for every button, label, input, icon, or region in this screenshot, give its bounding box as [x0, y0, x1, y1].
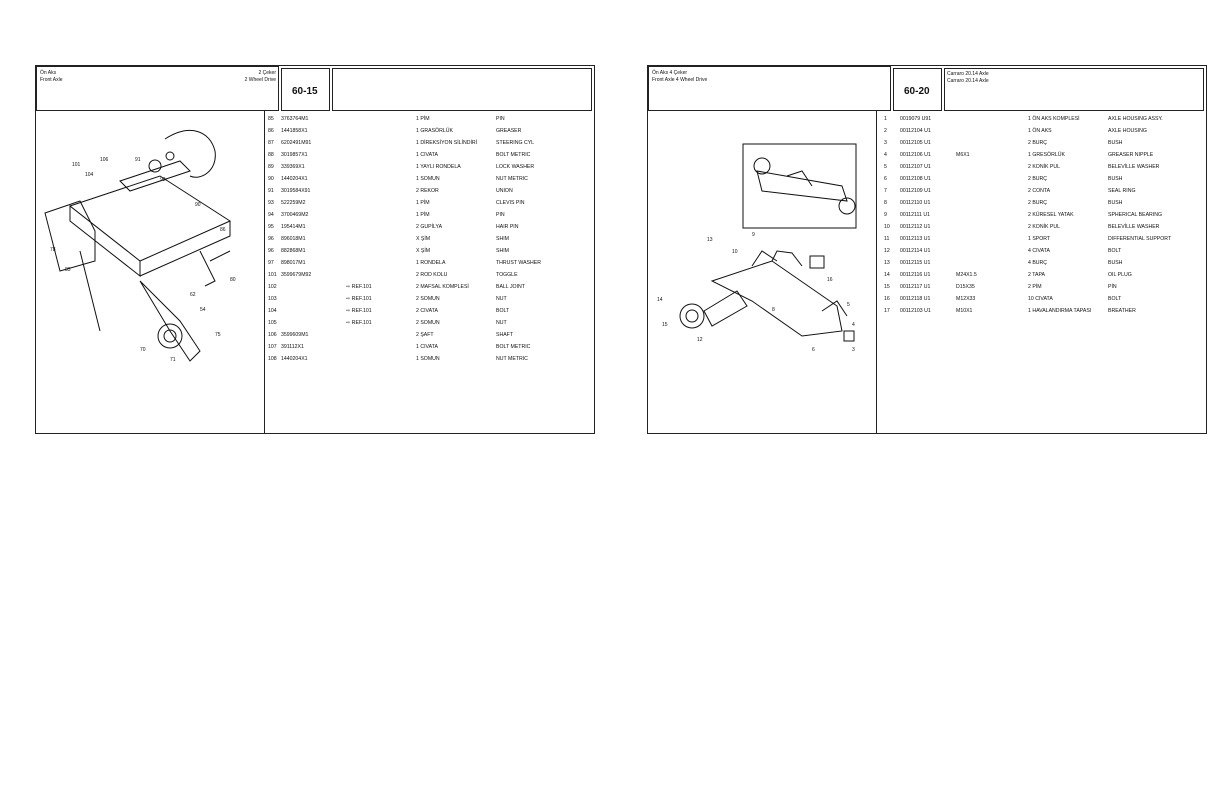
- table-row: 101 3599679M92 2 ROD KOLU TOGGLE: [268, 272, 518, 278]
- table-row: 3 00112105 U1 2 BURÇ BUSH: [884, 140, 1123, 146]
- column-divider: [876, 111, 877, 433]
- table-row: 16 00112118 U1 M12X33 10 CIVATA BOLT: [884, 296, 1122, 302]
- table-row: 86 1441858X1 1 GRASÖRLÜK GREASER: [268, 128, 522, 134]
- svg-text:104: 104: [85, 172, 94, 178]
- table-row: 8 00112110 U1 2 BURÇ BUSH: [884, 200, 1123, 206]
- page-code-box: [281, 68, 330, 111]
- page-code: 60-20: [904, 86, 930, 97]
- svg-text:91: 91: [135, 157, 141, 163]
- title-en: Front Axle: [40, 77, 63, 83]
- table-row: 87 6202491M91 1 DİREKSİYON SİLİNDİRİ STEERING CYL: [268, 140, 535, 146]
- drive-en: 2 Wheel Drive: [244, 77, 276, 83]
- table-row: 9 00112111 U1 2 KÜRESEL YATAK SPHERICAL BEARING: [884, 212, 1163, 218]
- svg-text:92: 92: [160, 177, 166, 183]
- parts-sheet-60-15: [35, 65, 595, 434]
- table-row: 90 1440204X1 1 SOMUN NUT METRIC: [268, 176, 528, 182]
- svg-text:54: 54: [200, 307, 206, 313]
- table-row: 105 ⇨ REF.101 2 SOMUN NUT: [268, 320, 507, 326]
- table-row: 108 1440204X1 1 SOMUN NUT METRIC: [268, 356, 528, 362]
- header-title-box: [36, 66, 279, 111]
- svg-text:80: 80: [230, 277, 236, 283]
- svg-text:4: 4: [852, 322, 855, 328]
- table-row: 5 00112107 U1 2 KONİK PUL BELEVİLLE WASHER: [884, 164, 1160, 170]
- table-row: 10 00112112 U1 2 KONİK PUL BELEVİLLE WASHER: [884, 224, 1160, 230]
- table-row: 107 391112X1 1 CIVATA BOLT METRIC: [268, 344, 531, 350]
- parts-sheet-60-20: [647, 65, 1207, 434]
- svg-text:90: 90: [195, 202, 201, 208]
- front-axle-2wd-diagram: [40, 121, 262, 371]
- table-row: 102 ⇨ REF.101 2 MAFSAL KOMPLESİ BALL JOINT: [268, 284, 525, 290]
- table-row: 91 3019584X91 2 REKOR UNION: [268, 188, 513, 194]
- svg-text:6: 6: [812, 347, 815, 353]
- svg-text:14: 14: [657, 297, 663, 303]
- table-row: 1 0019079 U91 1 ÖN AKS KOMPLESİ AXLE HOUSING ASSY.: [884, 116, 1163, 122]
- table-row: 89 339369X1 1 YAYLI RONDELA LOCK WASHER: [268, 164, 535, 170]
- svg-text:3: 3: [852, 347, 855, 353]
- table-row: 104 ⇨ REF.101 2 CIVATA BOLT: [268, 308, 510, 314]
- model-en: Carraro 20.14 Axle: [947, 78, 989, 84]
- table-row: 106 3599609M1 2 ŞAFT SHAFT: [268, 332, 514, 338]
- svg-text:8: 8: [772, 307, 775, 313]
- table-row: 85 3763764M1 1 PİM PIN: [268, 116, 505, 122]
- svg-text:86: 86: [220, 227, 226, 233]
- svg-text:70: 70: [140, 347, 146, 353]
- svg-text:13: 13: [707, 237, 713, 243]
- title-tr: Ön Aks: [40, 70, 57, 76]
- table-row: 95 195414M1 2 GUPİLYA HAIR PIN: [268, 224, 519, 230]
- table-row: 97 898017M1 1 RONDELA THRUST WASHER: [268, 260, 541, 266]
- table-row: 6 00112108 U1 2 BURÇ BUSH: [884, 176, 1123, 182]
- page-code-box: [893, 68, 942, 111]
- svg-text:15: 15: [662, 322, 668, 328]
- title-tr: Ön Aks 4 Çeker: [652, 70, 688, 76]
- table-row: 103 ⇨ REF.101 2 SOMUN NUT: [268, 296, 507, 302]
- column-divider: [264, 111, 265, 433]
- header-blank-box: [332, 68, 592, 111]
- table-row: 15 00112117 U1 D15X35 2 PİM PİN: [884, 284, 1117, 290]
- table-row: 7 00112109 U1 2 CONTA SEAL RING: [884, 188, 1136, 194]
- header-title-box: [648, 66, 891, 111]
- front-axle-4wd-diagram: [652, 141, 874, 371]
- table-row: 14 00112116 U1 M24X1.5 2 TAPA OIL PLUG: [884, 272, 1132, 278]
- svg-text:75: 75: [215, 332, 221, 338]
- title-en: Front Axle 4 Wheel Drive: [652, 77, 708, 83]
- table-row: 96 896018M1 X ŞİM SHIM: [268, 236, 509, 242]
- svg-text:71: 71: [170, 357, 176, 363]
- header-model-box: [944, 68, 1204, 111]
- table-row: 12 00112114 U1 4 CIVATA BOLT: [884, 248, 1122, 254]
- table-row: 94 3700469M2 1 PİM PIN: [268, 212, 505, 218]
- table-row: 93 522259M2 1 PİM CLEVIS PIN: [268, 200, 525, 206]
- svg-text:12: 12: [697, 337, 703, 343]
- svg-text:16: 16: [827, 277, 833, 283]
- svg-text:62: 62: [190, 292, 196, 298]
- svg-text:106: 106: [100, 157, 109, 163]
- table-row: 2 00112104 U1 1 ÖN AKS AXLE HOUSING: [884, 128, 1147, 134]
- page-code: 60-15: [292, 86, 318, 97]
- table-row: 88 3019857X1 1 CIVATA BOLT METRIC: [268, 152, 531, 158]
- svg-text:9: 9: [752, 232, 755, 238]
- table-row: 11 00112113 U1 1 SPORT DIFFERENTIAL SUPPORT: [884, 236, 1172, 242]
- table-row: 13 00112115 U1 4 BURÇ BUSH: [884, 260, 1123, 266]
- svg-text:5: 5: [847, 302, 850, 308]
- svg-text:101: 101: [72, 162, 81, 168]
- table-row: 17 00112103 U1 M10X1 1 HAVALANDIRMA TAPASI BREATHER: [884, 308, 1136, 314]
- drive-tr: 2 Çeker: [258, 70, 276, 76]
- svg-text:83: 83: [65, 267, 71, 273]
- table-row: 96 882868M1 X ŞİM SHIM: [268, 248, 509, 254]
- svg-text:10: 10: [732, 249, 738, 255]
- svg-text:78: 78: [50, 247, 56, 253]
- model-tr: Carraro 20.14 Axle: [947, 71, 989, 77]
- table-row: 4 00112106 U1 M6X1 1 GRESÖRLÜK GREASER NIPPLE: [884, 152, 1154, 158]
